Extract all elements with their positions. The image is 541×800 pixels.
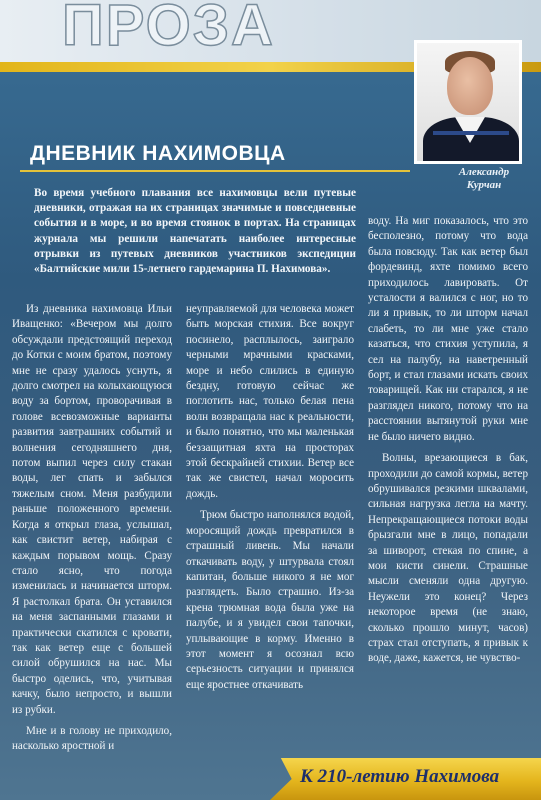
author-last-name: Курчан (466, 179, 502, 191)
section-title: ПРОЗА (62, 0, 275, 58)
paragraph: Волны, врезающиеся в бак, проходили до самой кормы, ветер обрушивался резкими шквалами, сильная нагрузка легла на мачту. Непрекращающиеся потоки воды брызгали мне в лицо, попадали за шиворот, стекая по спине, а мои кисти синели. Страшные мысли сменяли одна другую. Неужели это конец? Через некоторое время (не знаю, сколько прошло минут, часов) страх стал отступать, я привык к воде, даже, кажется, не чувство- (368, 452, 528, 665)
paragraph: Мне и в голову не приходило, насколько яростной и (12, 724, 172, 753)
article-lead: Во время учебного плавания все нахимовцы вели путевые дневники, отражая на их страницах значимые и повседневные события и в море, и во время стоянок в портах. На страницах журнала мы решили напечатать наиболее интересные отрывки из путевых дневников участников экспедиции «Балтийские мили 15-летнего гардемарина П. Нахимова». (34, 187, 356, 276)
title-underline (20, 170, 410, 172)
author-photo (414, 40, 522, 164)
paragraph: воду. На миг показалось, что это бесполезно, потому что вода была повсюду. Так как ветер был фордевинд, яхте помимо всего приходилось лавировать. От усталости я валился с ног, но то ли я привык, то ли шторм начал слабеть, то ли мне уже стало казаться, что стихия уступила, я сел на палубу, на наветренный борт, и стал глазами искать своих товарищей. Как ни старался, я не разглядел никого, потому что на расстоянии вытянутой руки мне не было ничего видно. (368, 215, 528, 443)
text-column-3 (368, 214, 528, 774)
paragraph: неуправляемой для человека может быть морская стихия. Все вокруг посинело, расплылось, заиграло черными мрачными красками, море и небо слились в единую бездну, готовую сейчас же поглотить нас, только белая пена волн возвращала нас к реальности, и было понятно, что мы маленькая беззащитная яхта на просторах этой бескрайней стихии. Ветер все так же свистел, начал моросить дождь. (186, 303, 354, 500)
text-column-1 (12, 302, 172, 800)
anniversary-ribbon-text: К 210-летию Нахимова (300, 766, 500, 787)
paragraph: Трюм быстро наполнялся водой, моросящий дождь превратился в страшный ливень. Мы начали откачивать воду, у штурвала стоял капитан, больше никого я не мог разглядеть. Было страшно. Из-за крена трюмная вода была уже на палубе, и я увидел свои тапочки, уплывающие в корму. Именно в этот момент я осознал всю серьезность ситуации и принялся еще яростнее откачивать (186, 509, 354, 691)
author-first-name: Александр (458, 166, 510, 178)
paragraph: Из дневника нахимовца Ильи Иващенко: «Вечером мы долго обсуждали предстоящий переход до Котки с моим братом, поэтому мне не сразу удалось уснуть, я долго смотрел на колыхающуюся воду за бортом, проворачивая в голове всевозможные варианты развития завтрашних событий и волнения сегодняшнего дня, потом выпил через силу стакан воды, лег спать и забылся тяжелым сном. Меня разбудили раньше положенного времени. Когда я открыл глаза, услышал, как свистит ветер, набирая с каждым порывом мощь. Сразу стало ясно, что погода изменилась и начинается шторм. Я растолкал брата. Он уставился на меня заспанными глазами и практически скатился с кровати, так как ветер еще с большей силой обрушился на нас. Мы быстро оделись, что, учитывая качку, было непросто, и вышли из рубки. (12, 303, 172, 716)
author-caption (428, 166, 540, 192)
article-title: ДНЕВНИК НАХИМОВЦА (30, 142, 286, 165)
text-column-2 (186, 302, 354, 772)
